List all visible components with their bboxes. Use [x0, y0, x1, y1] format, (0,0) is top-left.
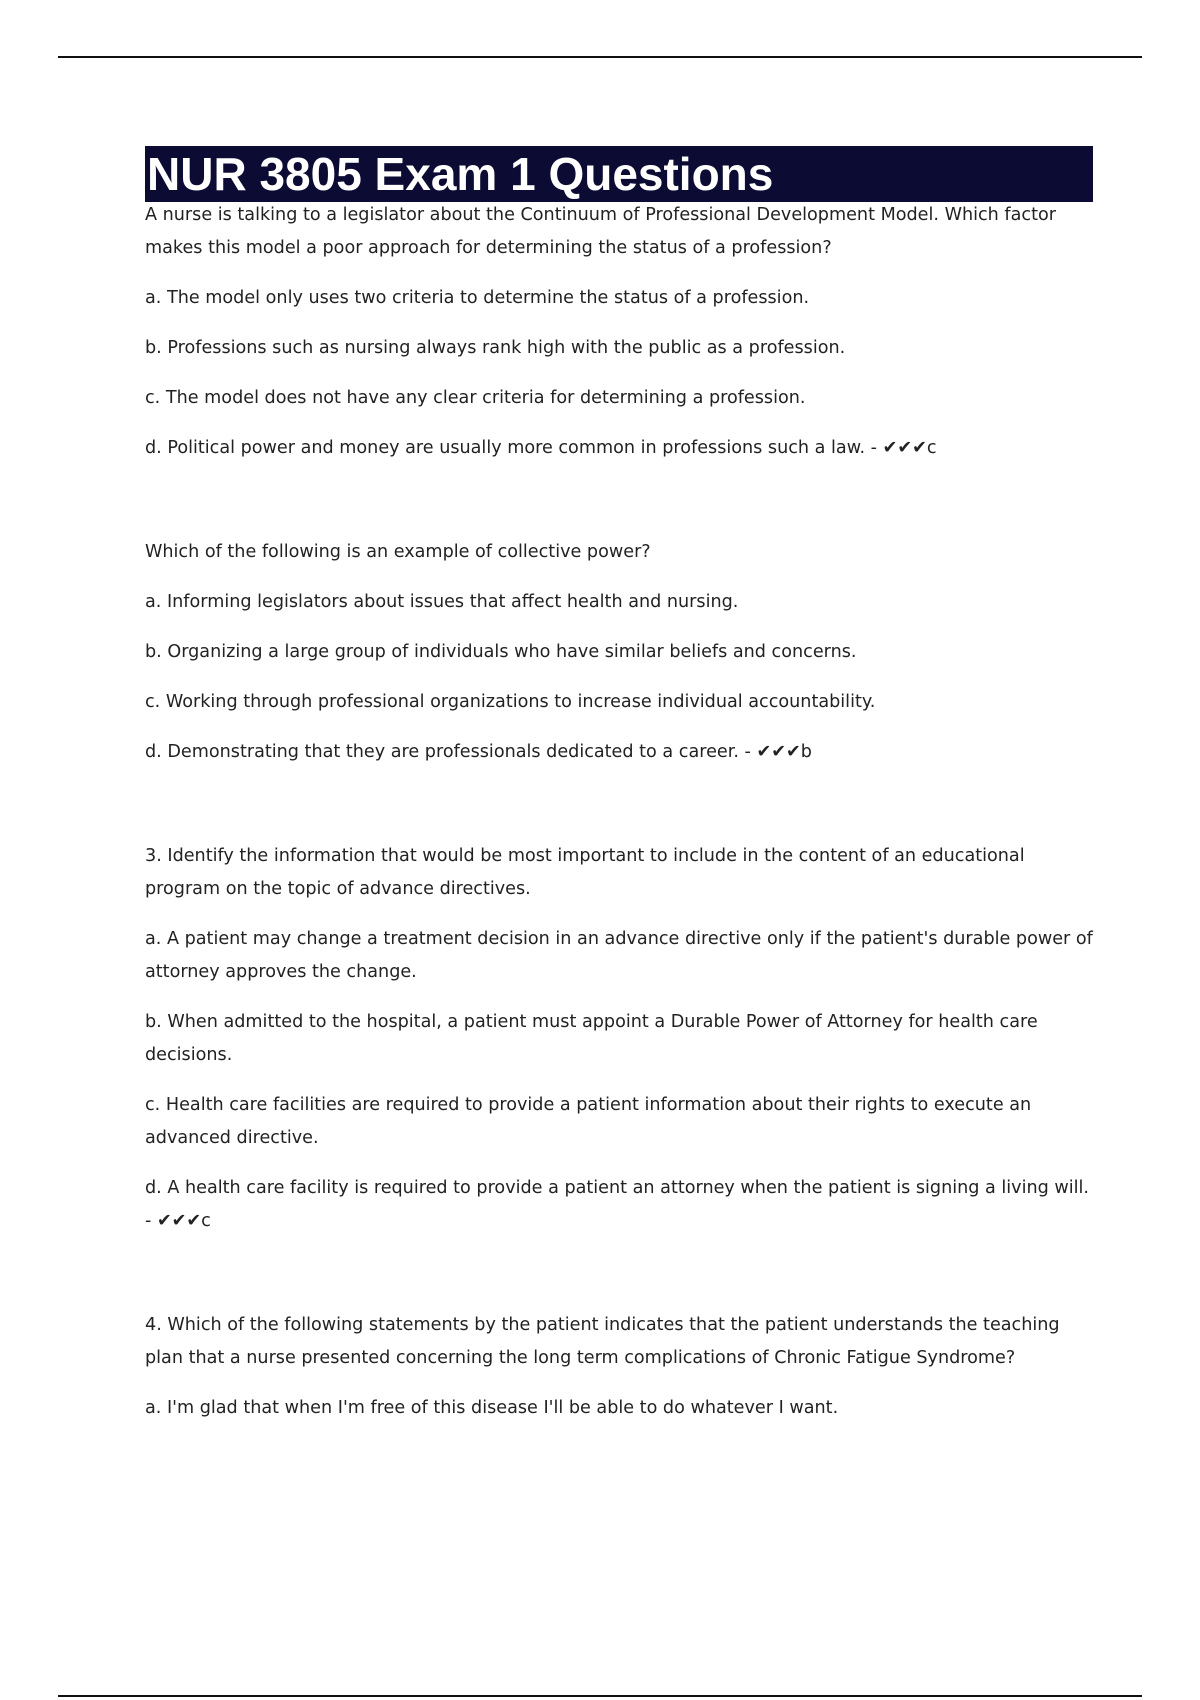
answer-option-b: b. Organizing a large group of individuals who have similar beliefs and concerns. — [145, 642, 857, 662]
answer-option-a: a. The model only uses two criteria to determine the status of a profession. — [145, 288, 810, 308]
question-text: 3. Identify the information that would be most important to include in the content of an educational program on the topic of advance directives. — [145, 846, 1025, 899]
question-3 — [145, 840, 1093, 1238]
answer-option-a: a. I'm glad that when I'm free of this disease I'll be able to do whatever I want. — [145, 1398, 839, 1418]
answer-option-a: a. A patient may change a treatment decision in an advance directive only if the patient's durable power of attorney approves the change. — [145, 929, 1093, 982]
answer-option-c: c. Working through professional organizations to increase individual accountability. — [145, 692, 876, 712]
answer-option-b: b. When admitted to the hospital, a patient must appoint a Durable Power of Attorney for health care decisions. — [145, 1012, 1038, 1065]
document-title: NUR 3805 Exam 1 Questions — [145, 146, 1093, 202]
answer-option-d: d. A health care facility is required to provide a patient an attorney when the patient is signing a living will. - ✔✔✔c — [145, 1178, 1090, 1231]
answer-option-c: c. The model does not have any clear criteria for determining a profession. — [145, 388, 806, 408]
document-body — [145, 146, 1093, 1425]
question-1 — [145, 199, 1093, 465]
question-4 — [145, 1309, 1093, 1425]
answer-option-a: a. Informing legislators about issues that affect health and nursing. — [145, 592, 739, 612]
answer-option-b: b. Professions such as nursing always rank high with the public as a profession. — [145, 338, 846, 358]
question-text: 4. Which of the following statements by the patient indicates that the patient understands the teaching plan that a nurse presented concerning the long term complications of Chronic Fatigue Syndrome? — [145, 1315, 1060, 1368]
bottom-rule — [58, 1695, 1142, 1697]
answer-option-d: d. Demonstrating that they are professionals dedicated to a career. - ✔✔✔b — [145, 742, 812, 762]
question-text: Which of the following is an example of collective power? — [145, 542, 651, 562]
question-text: A nurse is talking to a legislator about the Continuum of Professional Development Model. Which factor makes this model a poor approach for determining the status of a profession? — [145, 205, 1056, 258]
answer-option-d: d. Political power and money are usually more common in professions such a law. - ✔✔✔c — [145, 438, 937, 458]
top-rule — [58, 56, 1142, 58]
answer-option-c: c. Health care facilities are required to provide a patient information about their rights to execute an advanced directive. — [145, 1095, 1032, 1148]
question-2 — [145, 536, 1093, 769]
